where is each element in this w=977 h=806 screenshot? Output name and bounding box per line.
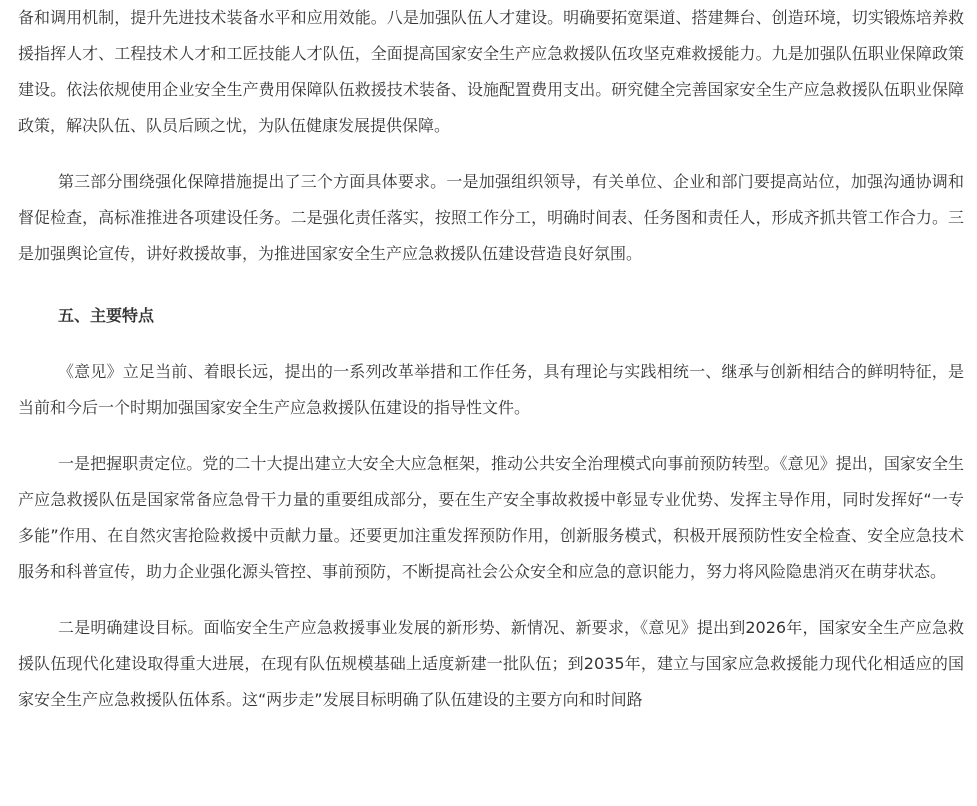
paragraph-spacer [18,334,964,354]
paragraph-spacer [18,590,964,610]
paragraph-spacer [18,144,964,164]
paragraph-spacer [18,426,964,446]
paragraph-point-2: 二是明确建设目标。面临安全生产应急救援事业发展的新形势、新情况、新要求，《意见》提出到2026年，国家安全生产应急救援队伍现代化建设取得重大进展，在现有队伍规模基础上适度新建一批队伍；到2035年，建立与国家应急救援能力现代化相适应的国家安全生产应急救援队伍体系。这“两步走”发展目标明确了队伍建设的主要方向和时间路 [18,618,964,709]
paragraph-part3-summary: 第三部分围绕强化保障措施提出了三个方面具体要求。一是加强组织领导，有关单位、企业和部门要提高站位，加强沟通协调和督促检查，高标准推进各项建设任务。二是强化责任落实，按照工作分工，明确时间表、任务图和责任人，形成齐抓共管工作合力。三是加强舆论宣传，讲好救援故事，为推进国家安全生产应急救援队伍建设营造良好氛围。 [18,172,964,263]
paragraph-partial: 备和调用机制，提升先进技术装备水平和应用效能。八是加强队伍人才建设。明确要拓宽渠道、搭建舞台、创造环境，切实锻炼培养救援指挥人才、工程技术人才和工匠技能人才队伍，全面提高国家安全生产应急救援队伍攻坚克难救援能力。九是加强队伍职业保障政策建设。依法依规使用企业安全生产费用保障队伍救援技术装备、设施配置费用支出。研究健全完善国家安全生产应急救援队伍职业保障政策，解决队伍、队员后顾之忧，为队伍健康发展提供保障。 [18,8,964,135]
article-body [18,0,964,718]
paragraph-spacer [18,272,964,298]
paragraph-intro: 《意见》立足当前、着眼长远，提出的一系列改革举措和工作任务，具有理论与实践相统一、继承与创新相结合的鲜明特征，是当前和今后一个时期加强国家安全生产应急救援队伍建设的指导性文件。 [18,362,964,417]
paragraph-point-1: 一是把握职责定位。党的二十大提出建立大安全大应急框架，推动公共安全治理模式向事前预防转型。《意见》提出，国家安全生产应急救援队伍是国家常备应急骨干力量的重要组成部分，要在生产安全事故救援中彰显专业优势、发挥主导作用，同时发挥好“一专多能”作用、在自然灾害抢险救援中贡献力量。还要更加注重发挥预防作用，创新服务模式，积极开展预防性安全检查、安全应急技术服务和科普宣传，助力企业强化源头管控、事前预防，不断提高社会公众安全和应急的意识能力，努力将风险隐患消灭在萌芽状态。 [18,454,964,581]
section-heading-main-features: 五、主要特点 [58,306,155,325]
